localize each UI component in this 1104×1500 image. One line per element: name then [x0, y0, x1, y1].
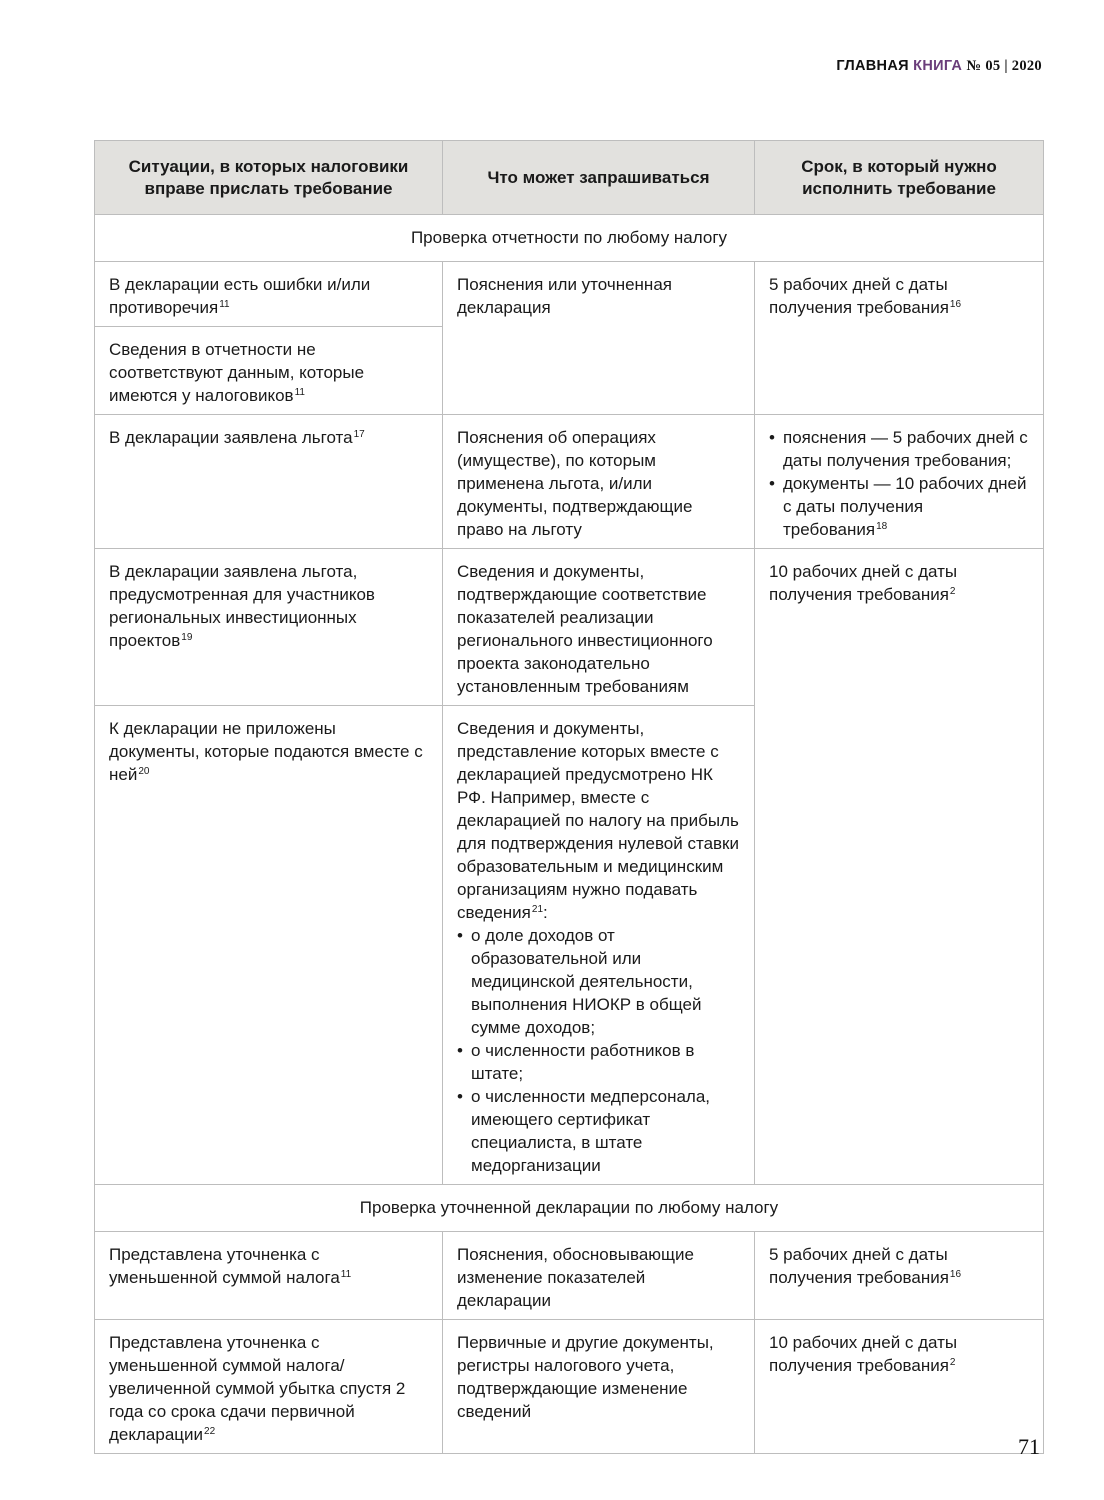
request-cell: Пояснения или уточненная декларация — [443, 262, 755, 415]
column-header-deadline: Срок, в который нужно исполнить требование — [755, 141, 1044, 215]
table-header-row — [95, 141, 1044, 215]
list-item: • документы — 10 рабочих дней с даты получения требования$^{18}$ — [769, 472, 1029, 541]
request-cell: Первичные и другие документы, регистры налогового учета, подтверждающие изменение сведений — [443, 1320, 755, 1454]
situation-cell: Представлена уточненка с уменьшенной суммой налога/увеличенной суммой убытка спустя 2 года со срока сдачи первичной декларации$^{22}$ — [95, 1320, 443, 1454]
deadline-cell — [755, 415, 1044, 549]
section-row — [95, 215, 1044, 262]
table-row — [95, 549, 1044, 706]
brand-main: ГЛАВНАЯ — [836, 58, 909, 74]
situation-cell: Сведения в отчетности не соответствуют данным, которые имеются у налоговиков$^{11}$ — [95, 327, 443, 415]
deadline-cell: 5 рабочих дней с даты получения требования$^{16}$ — [755, 262, 1044, 415]
list-item: • о численности медперсонала, имеющего сертификат специалиста, в штате медорганизации — [457, 1085, 740, 1177]
list-item: • пояснения — 5 рабочих дней с даты получения требования; — [769, 426, 1029, 472]
section-row — [95, 1185, 1044, 1232]
brand-accent: КНИГА — [913, 58, 963, 74]
request-list — [457, 924, 740, 1177]
table-row — [95, 262, 1044, 327]
request-cell: Пояснения, обосновывающие изменение показателей декларации — [443, 1232, 755, 1320]
situation-cell: В декларации заявлена льгота$^{17}$ — [95, 415, 443, 549]
request-cell: Сведения и документы, представление которых вместе с декларацией предусмотрено НК РФ. Например, вместе с декларацией по налогу на прибыль для подтверждения нулевой ставки образовательным и медицинским организациям нужно подавать сведения$^{21}$: • о доле доходов от образовательной или медицинской деятельности, выполнения НИОКР в общей сумме доходов; • о численности работников в штате; • о численности медперсонала, имеющего сертификат специалиста, в штате медорганизации — [443, 706, 755, 1185]
section-title: Проверка уточненной декларации по любому налогу — [95, 1185, 1044, 1232]
column-header-situations: Ситуации, в которых налоговики вправе прислать требование — [95, 141, 443, 215]
table-row — [95, 1232, 1044, 1320]
page-number: 71 — [1018, 1434, 1040, 1459]
situation-cell: К декларации не приложены документы, которые подаются вместе с ней$^{20}$ — [95, 706, 443, 1185]
request-cell: Сведения и документы, подтверждающие соответствие показателей реализации регионального инвестиционного проекта законодательно установленным требованиям — [443, 549, 755, 706]
list-item: • о доле доходов от образовательной или медицинской деятельности, выполнения НИОКР в общей сумме доходов; — [457, 924, 740, 1039]
section-title: Проверка отчетности по любому налогу — [95, 215, 1044, 262]
deadline-list — [769, 426, 1029, 541]
page-header — [836, 58, 1042, 75]
requirements-table — [94, 140, 1044, 1454]
table-row — [95, 1320, 1044, 1454]
deadline-cell: 5 рабочих дней с даты получения требования$^{16}$ — [755, 1232, 1044, 1320]
deadline-cell: 10 рабочих дней с даты получения требования$^2$ — [755, 1320, 1044, 1454]
deadline-cell: 10 рабочих дней с даты получения требования$^2$ — [755, 549, 1044, 1185]
column-header-request: Что может запрашиваться — [443, 141, 755, 215]
situation-cell: В декларации заявлена льгота, предусмотренная для участников региональных инвестиционных проектов$^{19}$ — [95, 549, 443, 706]
list-item: • о численности работников в штате; — [457, 1039, 740, 1085]
request-cell: Пояснения об операциях (имуществе), по которым применена льгота, и/или документы, подтверждающие право на льготу — [443, 415, 755, 549]
situation-cell: В декларации есть ошибки и/или противоречия$^{11}$ — [95, 262, 443, 327]
issue-number: № 05 | 2020 — [966, 58, 1042, 74]
situation-cell: Представлена уточненка с уменьшенной суммой налога$^{11}$ — [95, 1232, 443, 1320]
table-row — [95, 415, 1044, 549]
